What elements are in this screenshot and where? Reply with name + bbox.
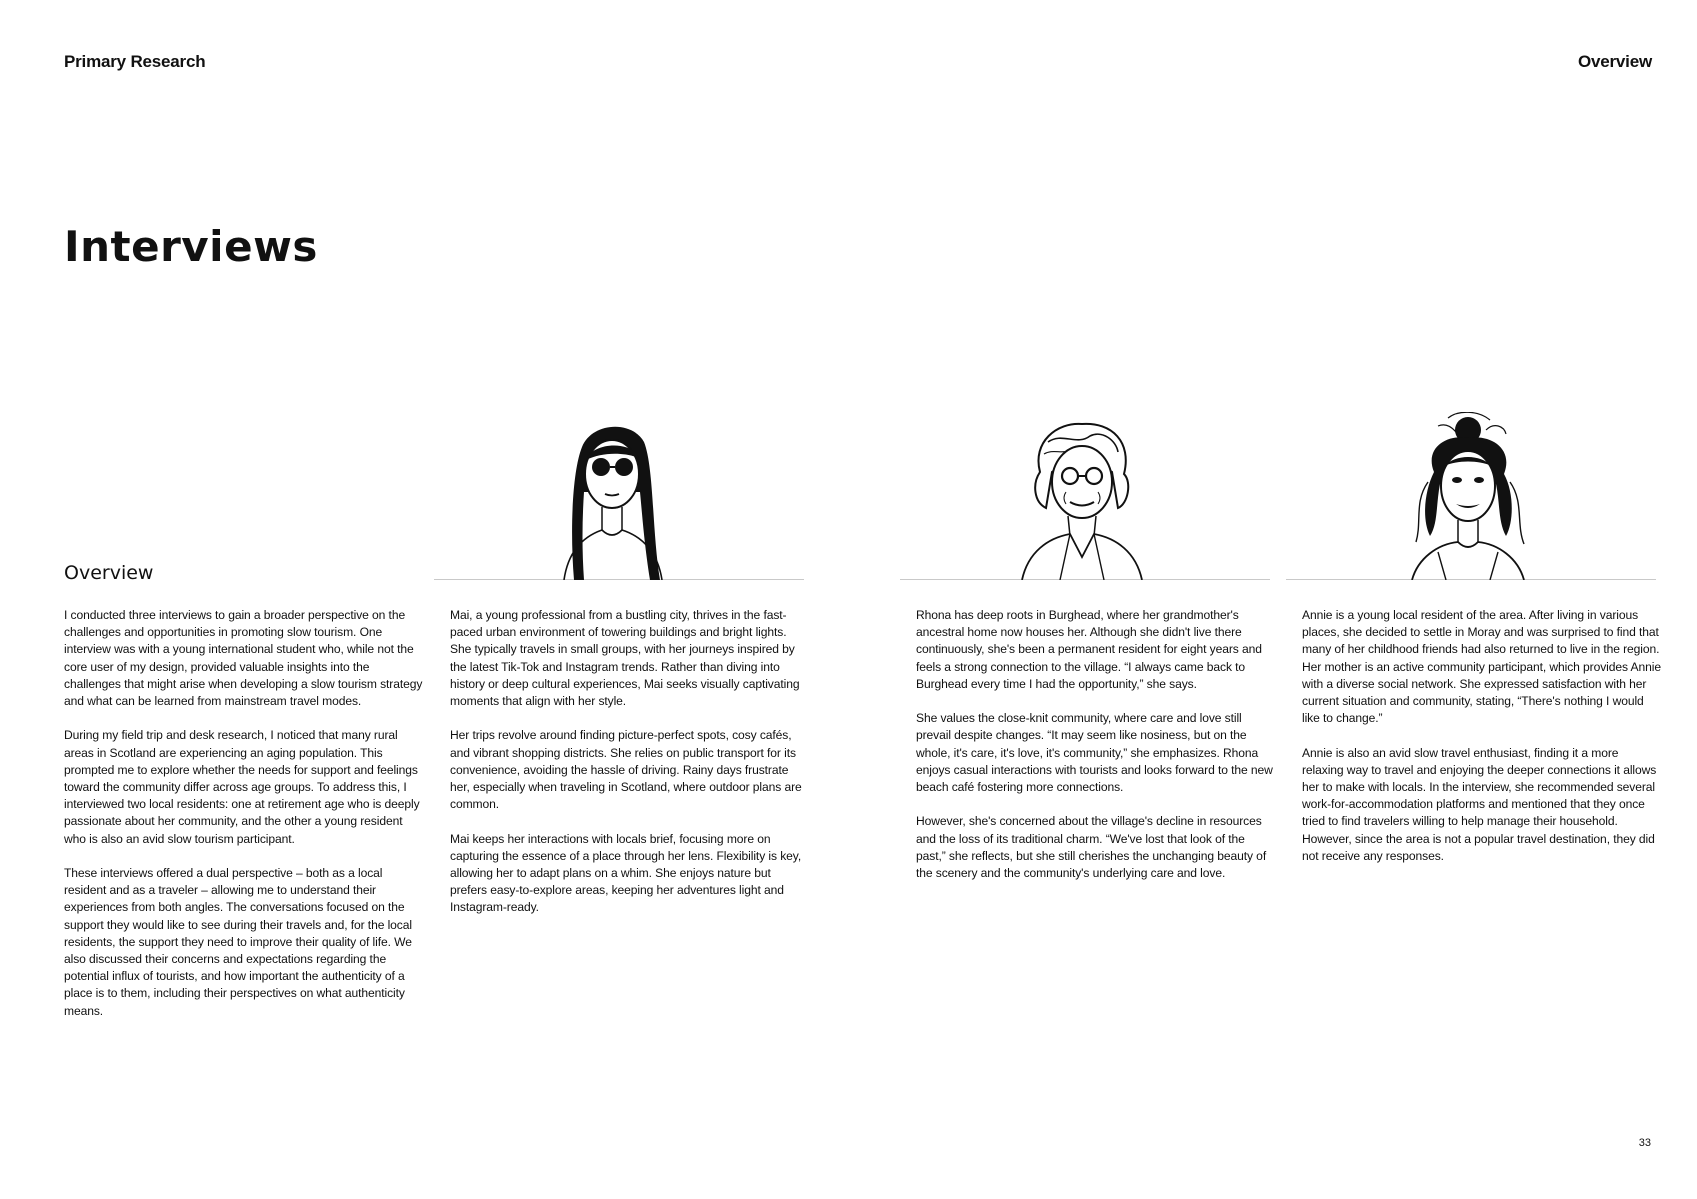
mai-column bbox=[450, 607, 810, 934]
annie-column bbox=[1302, 607, 1662, 882]
topic-label: Overview bbox=[1577, 52, 1652, 71]
overview-paragraph: These interviews offered a dual perspective – both as a local resident and as a traveler – allowing me to understand their experiences from both angles. The conversations focused on the support they would like to see during their travels and, for the local residents, the support they need to improve their quality of life. We also discussed their concerns and expectations regarding the potential influx of tourists, and how important the authenticity of a place is to them, including their perspectives on what authenticity means. bbox=[64, 866, 412, 1018]
page-number: 33 bbox=[1638, 1137, 1651, 1149]
mai-paragraph: Mai keeps her interactions with locals brief, focusing more on capturing the essence of a place through her lens. Flexibility is key, allowing her to adapt plans on a whim. She enjoys nature but prefers easy-to-explore areas, keeping her adventures light and Instagram-ready. bbox=[450, 831, 802, 915]
rhona-paragraph: She values the close-knit community, where care and love still prevail despite changes. “It may seem like nosiness, but on the whole, it's care, it's love, it's community,” she emphasizes. Rhona enjoys casual interactions with tourists and looks forward to the new beach café fostering more connections. bbox=[916, 711, 1273, 795]
rhona-portrait-sketch bbox=[982, 412, 1182, 580]
rhona-portrait bbox=[982, 412, 1182, 580]
overview-heading: Overview bbox=[64, 562, 154, 584]
annie-paragraph: Annie is a young local resident of the area. After living in various places, she decided to settle in Moray and was surprised to find that many of her childhood friends had also returned to live in the region. Her mother is an active community participant, which provides Annie with a diverse social network. She expressed satisfaction with her current situation and community, stating, “There's nothing I would like to change.” bbox=[1302, 608, 1661, 726]
mai-paragraph: Her trips revolve around finding picture-perfect spots, cosy cafés, and vibrant shopping districts. She relies on public transport for its convenience, avoiding the hassle of driving. Rainy days frustrate her, especially when traveling in Scotland, where outdoor plans are common. bbox=[450, 728, 802, 812]
annie-paragraph: Annie is also an avid slow travel enthusiast, finding it a more relaxing way to travel and enjoying the deeper connections it allows her to make with locals. In the interview, she recommended several work-for-accommodation platforms and mentioned that they once tried to find travelers willing to help manage their household. However, since the area is not a popular travel destination, they did not receive any responses. bbox=[1302, 745, 1657, 863]
overview-column bbox=[64, 607, 424, 1037]
rhona-paragraph: However, she's concerned about the village's decline in resources and the loss of its traditional charm. “We've lost that look of the past,” she reflects, but she still cherishes the unchanging beauty of the scenery and the community's underlying care and love. bbox=[916, 814, 1267, 881]
mai-paragraph: Mai, a young professional from a bustling city, thrives in the fast-paced urban environment of towering buildings and bright lights. She typically travels in small groups, with her journeys inspired by the latest Tik-Tok and Instagram trends. Rather than diving into history or deep cultural experiences, Mai seeks visually captivating moments that align with her style. bbox=[450, 608, 800, 709]
overview-paragraph: I conducted three interviews to gain a broader perspective on the challenges and opportunities in promoting slow tourism. One interview was with a young international student who, while not the core user of my design, provided valuable insights into the challenges that might arise when developing a slow tourism strategy and what can be learned from mainstream travel modes. bbox=[64, 608, 423, 709]
mai-portrait-sketch bbox=[512, 412, 712, 580]
mai-portrait bbox=[512, 412, 712, 580]
page-title: Interviews bbox=[64, 222, 318, 271]
rhona-column bbox=[916, 607, 1276, 899]
annie-portrait bbox=[1368, 412, 1568, 580]
overview-paragraph: During my field trip and desk research, I noticed that many rural areas in Scotland are experiencing an aging population. This prompted me to explore whether the needs for support and feelings toward the community differ across age groups. To address this, I interviewed two local residents: one at retirement age who is deeply passionate about her community, and the other a young resident who is also an avid slow tourism participant. bbox=[64, 728, 420, 846]
annie-portrait-sketch bbox=[1368, 412, 1568, 580]
section-label: Primary Research bbox=[64, 52, 206, 71]
rhona-paragraph: Rhona has deep roots in Burghead, where her grandmother's ancestral home now houses her. Although she didn't live there continuously, she's been a permanent resident for eight years and feels a strong connection to the village. “I always came back to Burghead every time I had the opportunity,” she says. bbox=[916, 608, 1262, 691]
